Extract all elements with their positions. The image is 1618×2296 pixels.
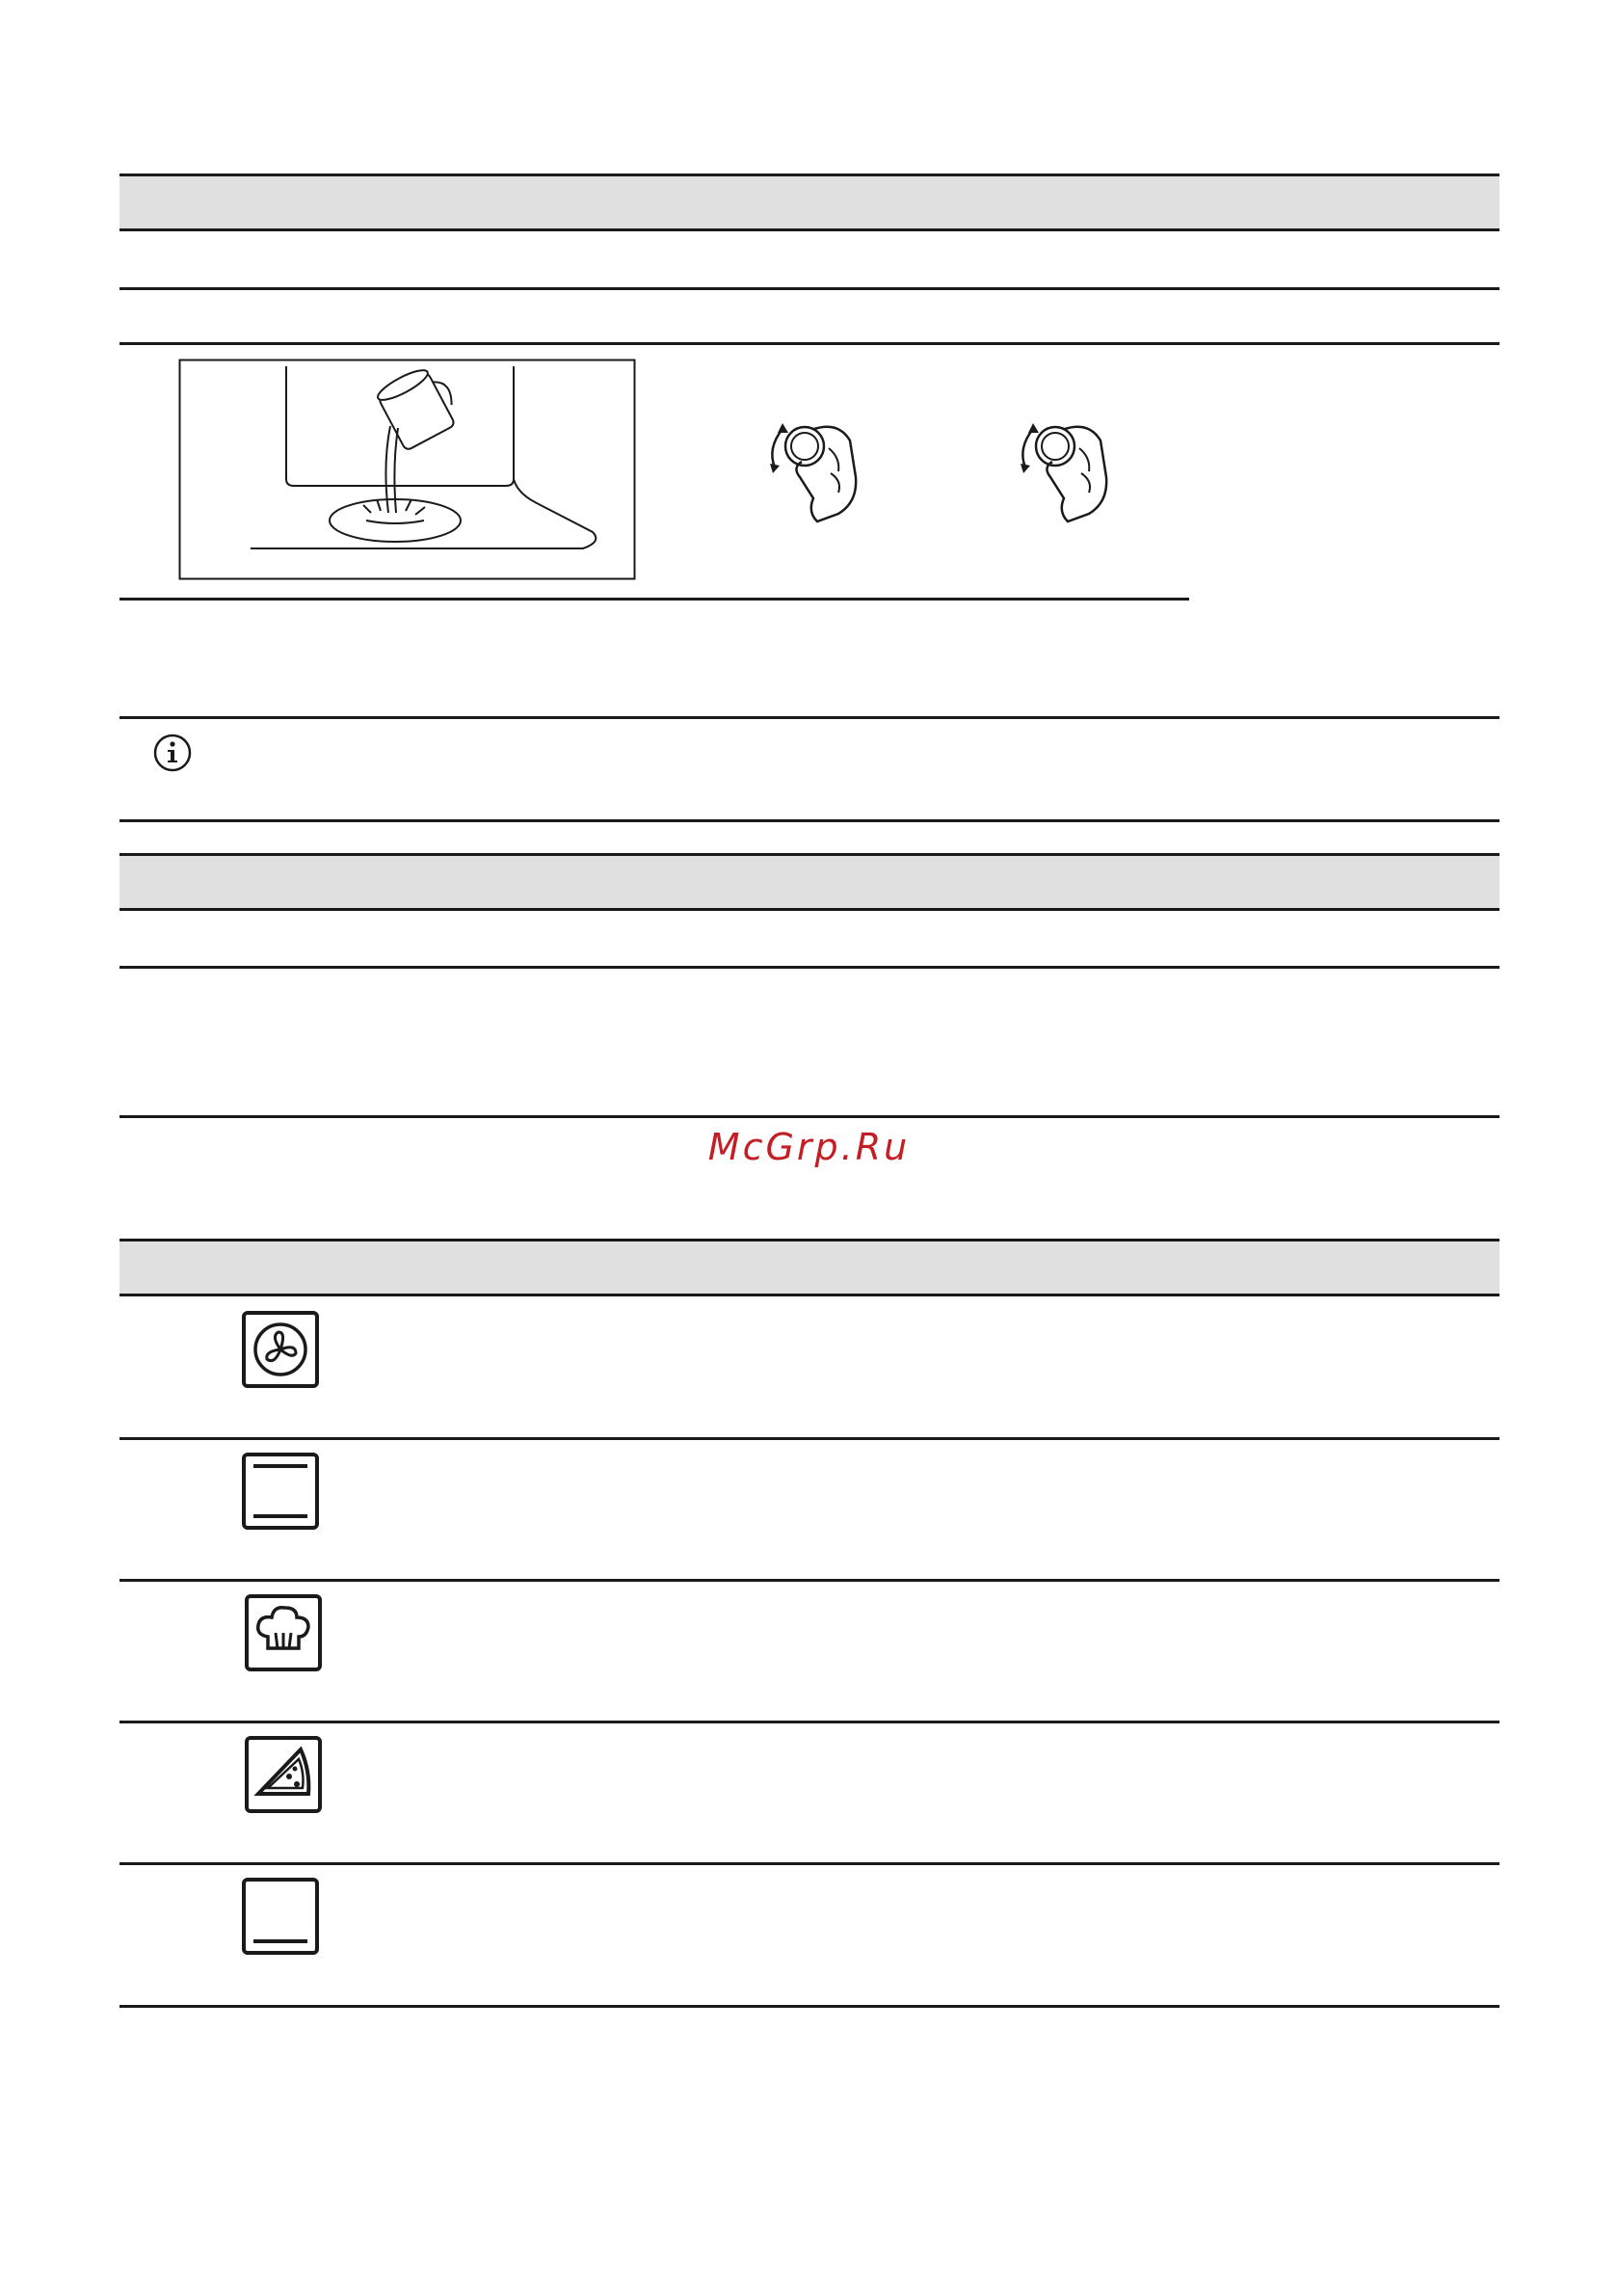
figure-bottom-rule <box>119 598 1189 601</box>
knob-left-illustration <box>761 410 877 525</box>
table-header-band-1 <box>119 174 1499 231</box>
knob-right-illustration <box>1012 410 1127 525</box>
table-bottom-rule <box>119 2005 1499 2008</box>
note-bottom-rule <box>119 819 1499 822</box>
true-fan-icon <box>242 1311 319 1388</box>
pour-water-illustration <box>178 359 636 580</box>
conventional-top-bottom-heat-icon <box>242 1453 319 1530</box>
pizza-function-icon <box>245 1736 322 1813</box>
note-top-rule <box>119 716 1499 719</box>
table-row-divider <box>119 1862 1499 1865</box>
table-row-divider <box>119 342 1499 345</box>
table-row-divider <box>119 1437 1499 1440</box>
bottom-heat-icon <box>242 1878 319 1955</box>
table-row-divider <box>119 1721 1499 1723</box>
steam-bake-icon <box>245 1594 322 1671</box>
table-row-divider <box>119 1115 1499 1118</box>
info-icon <box>152 733 193 773</box>
table-row-divider <box>119 1579 1499 1582</box>
table-header-band-3 <box>119 1239 1499 1296</box>
watermark: McGrp.Ru <box>707 1126 911 1168</box>
table-row-divider <box>119 966 1499 969</box>
table-row-divider <box>119 287 1499 290</box>
table-header-band-2 <box>119 853 1499 911</box>
